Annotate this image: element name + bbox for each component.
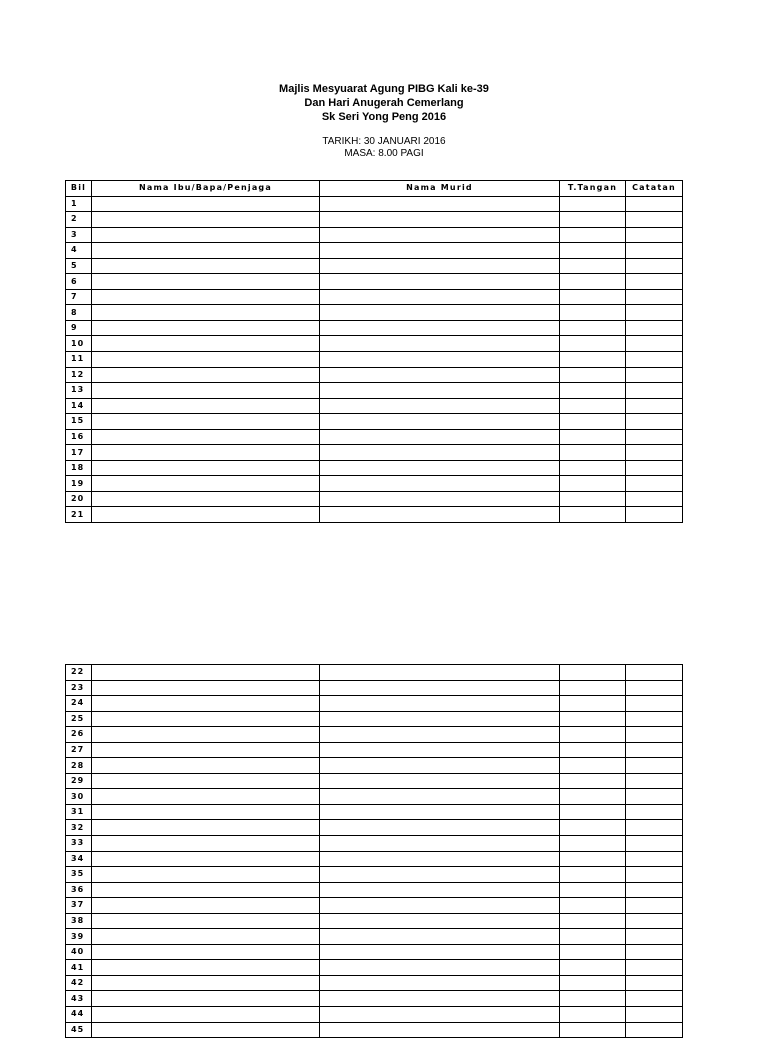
row-number: 34 [66, 851, 92, 867]
notes-cell [626, 414, 683, 430]
parent-name-cell [92, 367, 320, 383]
notes-cell [626, 274, 683, 290]
table-row [66, 898, 683, 914]
table-row [66, 274, 683, 290]
notes-cell [626, 711, 683, 727]
table-row [66, 991, 683, 1007]
notes-cell [626, 212, 683, 228]
row-number: 12 [66, 367, 92, 383]
table-row [66, 243, 683, 259]
student-name-cell [320, 445, 560, 461]
student-name-cell [320, 975, 560, 991]
student-name-cell [320, 274, 560, 290]
parent-name-cell [92, 960, 320, 976]
row-number: 17 [66, 445, 92, 461]
notes-cell [626, 305, 683, 321]
row-number: 29 [66, 773, 92, 789]
notes-cell [626, 336, 683, 352]
notes-cell [626, 898, 683, 914]
parent-name-cell [92, 445, 320, 461]
attendance-table-page-1 [65, 180, 683, 523]
parent-name-cell [92, 836, 320, 852]
notes-cell [626, 913, 683, 929]
notes-cell [626, 352, 683, 368]
signature-cell [560, 383, 626, 399]
row-number: 8 [66, 305, 92, 321]
row-number: 13 [66, 383, 92, 399]
student-name-cell [320, 758, 560, 774]
student-name-cell [320, 460, 560, 476]
table-row [66, 696, 683, 712]
student-name-cell [320, 867, 560, 883]
table-row [66, 882, 683, 898]
row-number: 24 [66, 696, 92, 712]
table-row [66, 383, 683, 399]
student-name-cell [320, 711, 560, 727]
table-row [66, 929, 683, 945]
signature-cell [560, 665, 626, 681]
student-name-cell [320, 727, 560, 743]
notes-cell [626, 975, 683, 991]
signature-cell [560, 414, 626, 430]
signature-cell [560, 289, 626, 305]
notes-cell [626, 882, 683, 898]
row-number: 35 [66, 867, 92, 883]
parent-name-cell [92, 398, 320, 414]
parent-name-cell [92, 867, 320, 883]
table-row [66, 491, 683, 507]
student-name-cell [320, 742, 560, 758]
row-number: 44 [66, 1007, 92, 1023]
notes-cell [626, 820, 683, 836]
signature-cell [560, 429, 626, 445]
student-name-cell [320, 680, 560, 696]
table-row [66, 429, 683, 445]
parent-name-cell [92, 289, 320, 305]
notes-cell [626, 196, 683, 212]
row-number: 32 [66, 820, 92, 836]
row-number: 19 [66, 476, 92, 492]
signature-cell [560, 476, 626, 492]
row-number: 43 [66, 991, 92, 1007]
parent-name-cell [92, 491, 320, 507]
title-line-1: Majlis Mesyuarat Agung PIBG Kali ke-39 [279, 83, 489, 95]
parent-name-cell [92, 929, 320, 945]
signature-cell [560, 882, 626, 898]
row-number: 18 [66, 460, 92, 476]
signature-cell [560, 258, 626, 274]
notes-cell [626, 320, 683, 336]
notes-cell [626, 804, 683, 820]
table-row [66, 196, 683, 212]
student-name-cell [320, 476, 560, 492]
parent-name-cell [92, 320, 320, 336]
signature-cell [560, 398, 626, 414]
row-number: 33 [66, 836, 92, 852]
row-number: 26 [66, 727, 92, 743]
row-number: 28 [66, 758, 92, 774]
column-header-bil: Bil [66, 181, 92, 197]
table-row [66, 336, 683, 352]
signature-cell [560, 445, 626, 461]
parent-name-cell [92, 898, 320, 914]
student-name-cell [320, 789, 560, 805]
table-row [66, 1007, 683, 1023]
row-number: 22 [66, 665, 92, 681]
notes-cell [626, 476, 683, 492]
notes-cell [626, 227, 683, 243]
student-name-cell [320, 944, 560, 960]
student-name-cell [320, 398, 560, 414]
parent-name-cell [92, 196, 320, 212]
event-details [0, 136, 768, 160]
signature-cell [560, 696, 626, 712]
signature-cell [560, 367, 626, 383]
parent-name-cell [92, 227, 320, 243]
student-name-cell [320, 367, 560, 383]
signature-cell [560, 851, 626, 867]
notes-cell [626, 789, 683, 805]
notes-cell [626, 289, 683, 305]
parent-name-cell [92, 212, 320, 228]
parent-name-cell [92, 1007, 320, 1023]
table-row [66, 836, 683, 852]
parent-name-cell [92, 429, 320, 445]
row-number: 3 [66, 227, 92, 243]
parent-name-cell [92, 696, 320, 712]
student-name-cell [320, 820, 560, 836]
parent-name-cell [92, 727, 320, 743]
notes-cell [626, 665, 683, 681]
row-number: 4 [66, 243, 92, 259]
student-name-cell [320, 352, 560, 368]
parent-name-cell [92, 460, 320, 476]
notes-cell [626, 991, 683, 1007]
table-header-row [66, 181, 683, 197]
row-number: 15 [66, 414, 92, 430]
student-name-cell [320, 507, 560, 523]
parent-name-cell [92, 851, 320, 867]
notes-cell [626, 929, 683, 945]
row-number: 20 [66, 491, 92, 507]
notes-cell [626, 1007, 683, 1023]
notes-cell [626, 680, 683, 696]
student-name-cell [320, 960, 560, 976]
row-number: 23 [66, 680, 92, 696]
student-name-cell [320, 336, 560, 352]
signature-cell [560, 212, 626, 228]
student-name-cell [320, 929, 560, 945]
row-number: 21 [66, 507, 92, 523]
table-row [66, 913, 683, 929]
table-row [66, 367, 683, 383]
parent-name-cell [92, 742, 320, 758]
table-row [66, 507, 683, 523]
signature-cell [560, 742, 626, 758]
signature-cell [560, 804, 626, 820]
table-row [66, 320, 683, 336]
row-number: 2 [66, 212, 92, 228]
signature-cell [560, 727, 626, 743]
notes-cell [626, 696, 683, 712]
notes-cell [626, 1022, 683, 1038]
student-name-cell [320, 882, 560, 898]
row-number: 11 [66, 352, 92, 368]
signature-cell [560, 758, 626, 774]
parent-name-cell [92, 789, 320, 805]
notes-cell [626, 445, 683, 461]
table-row [66, 227, 683, 243]
table-row [66, 960, 683, 976]
parent-name-cell [92, 1022, 320, 1038]
parent-name-cell [92, 665, 320, 681]
row-number: 27 [66, 742, 92, 758]
table-row [66, 398, 683, 414]
row-number: 16 [66, 429, 92, 445]
row-number: 42 [66, 975, 92, 991]
table-row [66, 773, 683, 789]
signature-cell [560, 913, 626, 929]
student-name-cell [320, 212, 560, 228]
table-row [66, 804, 683, 820]
parent-name-cell [92, 336, 320, 352]
signature-cell [560, 1022, 626, 1038]
signature-cell [560, 836, 626, 852]
table-row [66, 352, 683, 368]
student-name-cell [320, 836, 560, 852]
row-number: 36 [66, 882, 92, 898]
notes-cell [626, 460, 683, 476]
notes-cell [626, 867, 683, 883]
row-number: 6 [66, 274, 92, 290]
parent-name-cell [92, 305, 320, 321]
notes-cell [626, 491, 683, 507]
signature-cell [560, 352, 626, 368]
parent-name-cell [92, 476, 320, 492]
parent-name-cell [92, 383, 320, 399]
row-number: 31 [66, 804, 92, 820]
signature-cell [560, 243, 626, 259]
notes-cell [626, 944, 683, 960]
notes-cell [626, 960, 683, 976]
column-header-signature: T.Tangan [560, 181, 626, 197]
student-name-cell [320, 696, 560, 712]
row-number: 41 [66, 960, 92, 976]
student-name-cell [320, 383, 560, 399]
table-row [66, 460, 683, 476]
table-row [66, 789, 683, 805]
notes-cell [626, 507, 683, 523]
signature-cell [560, 820, 626, 836]
table-row [66, 1022, 683, 1038]
table-row [66, 867, 683, 883]
signature-cell [560, 991, 626, 1007]
student-name-cell [320, 243, 560, 259]
table-row [66, 680, 683, 696]
parent-name-cell [92, 991, 320, 1007]
student-name-cell [320, 414, 560, 430]
event-date: TARIKH: 30 JANUARI 2016 [322, 136, 446, 147]
table-row [66, 975, 683, 991]
student-name-cell [320, 320, 560, 336]
title-line-2: Dan Hari Anugerah Cemerlang [304, 97, 464, 109]
row-number: 25 [66, 711, 92, 727]
student-name-cell [320, 1022, 560, 1038]
notes-cell [626, 836, 683, 852]
student-name-cell [320, 898, 560, 914]
signature-cell [560, 789, 626, 805]
student-name-cell [320, 804, 560, 820]
notes-cell [626, 243, 683, 259]
notes-cell [626, 367, 683, 383]
student-name-cell [320, 1007, 560, 1023]
parent-name-cell [92, 758, 320, 774]
student-name-cell [320, 258, 560, 274]
notes-cell [626, 758, 683, 774]
document-title [0, 82, 768, 124]
notes-cell [626, 398, 683, 414]
notes-cell [626, 773, 683, 789]
parent-name-cell [92, 352, 320, 368]
table-row [66, 305, 683, 321]
row-number: 38 [66, 913, 92, 929]
parent-name-cell [92, 274, 320, 290]
table-row [66, 476, 683, 492]
signature-cell [560, 274, 626, 290]
notes-cell [626, 742, 683, 758]
attendance-table-page-2 [65, 664, 683, 1038]
signature-cell [560, 680, 626, 696]
table-row [66, 665, 683, 681]
student-name-cell [320, 913, 560, 929]
signature-cell [560, 929, 626, 945]
signature-cell [560, 898, 626, 914]
parent-name-cell [92, 975, 320, 991]
signature-cell [560, 196, 626, 212]
row-number: 5 [66, 258, 92, 274]
row-number: 9 [66, 320, 92, 336]
table-row [66, 212, 683, 228]
row-number: 14 [66, 398, 92, 414]
row-number: 39 [66, 929, 92, 945]
student-name-cell [320, 491, 560, 507]
notes-cell [626, 429, 683, 445]
signature-cell [560, 867, 626, 883]
table-row [66, 711, 683, 727]
student-name-cell [320, 305, 560, 321]
parent-name-cell [92, 243, 320, 259]
table-row [66, 851, 683, 867]
notes-cell [626, 383, 683, 399]
row-number: 40 [66, 944, 92, 960]
table-row [66, 758, 683, 774]
column-header-parent-name: Nama Ibu/Bapa/Penjaga [92, 181, 320, 197]
table-row [66, 944, 683, 960]
signature-cell [560, 336, 626, 352]
table-row [66, 414, 683, 430]
table-row [66, 258, 683, 274]
table-row [66, 820, 683, 836]
row-number: 37 [66, 898, 92, 914]
parent-name-cell [92, 804, 320, 820]
student-name-cell [320, 665, 560, 681]
signature-cell [560, 975, 626, 991]
signature-cell [560, 320, 626, 336]
parent-name-cell [92, 680, 320, 696]
parent-name-cell [92, 258, 320, 274]
signature-cell [560, 491, 626, 507]
signature-cell [560, 1007, 626, 1023]
signature-cell [560, 711, 626, 727]
student-name-cell [320, 429, 560, 445]
parent-name-cell [92, 944, 320, 960]
parent-name-cell [92, 773, 320, 789]
parent-name-cell [92, 711, 320, 727]
student-name-cell [320, 227, 560, 243]
column-header-student-name: Nama Murid [320, 181, 560, 197]
signature-cell [560, 507, 626, 523]
notes-cell [626, 727, 683, 743]
student-name-cell [320, 773, 560, 789]
student-name-cell [320, 851, 560, 867]
parent-name-cell [92, 820, 320, 836]
table-row [66, 289, 683, 305]
signature-cell [560, 960, 626, 976]
student-name-cell [320, 289, 560, 305]
row-number: 7 [66, 289, 92, 305]
row-number: 10 [66, 336, 92, 352]
notes-cell [626, 851, 683, 867]
parent-name-cell [92, 913, 320, 929]
student-name-cell [320, 196, 560, 212]
parent-name-cell [92, 882, 320, 898]
table-row [66, 445, 683, 461]
signature-cell [560, 305, 626, 321]
parent-name-cell [92, 507, 320, 523]
signature-cell [560, 460, 626, 476]
table-row [66, 727, 683, 743]
signature-cell [560, 227, 626, 243]
column-header-notes: Catatan [626, 181, 683, 197]
notes-cell [626, 258, 683, 274]
event-time: MASA: 8.00 PAGI [344, 148, 424, 159]
parent-name-cell [92, 414, 320, 430]
row-number: 1 [66, 196, 92, 212]
table-row [66, 742, 683, 758]
row-number: 30 [66, 789, 92, 805]
signature-cell [560, 773, 626, 789]
title-line-3: Sk Seri Yong Peng 2016 [321, 111, 447, 123]
signature-cell [560, 944, 626, 960]
row-number: 45 [66, 1022, 92, 1038]
student-name-cell [320, 991, 560, 1007]
